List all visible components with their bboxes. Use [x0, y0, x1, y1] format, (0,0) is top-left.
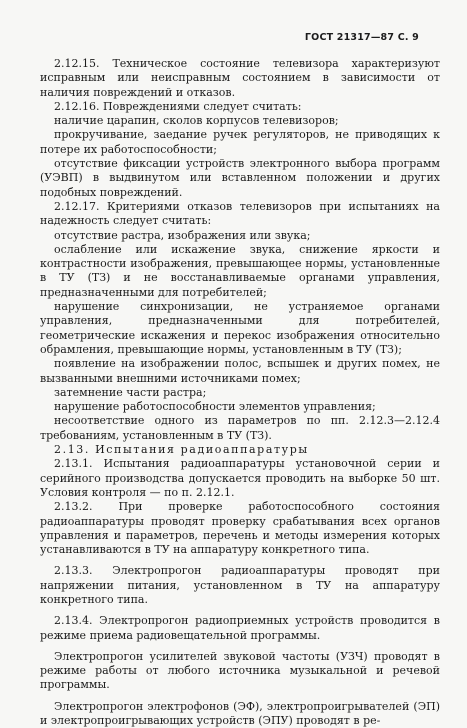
paragraph-2-13-4: 2.13.4. Электропрогон радиоприемных устройств проводится в режиме приема радиовещательной программы.: [40, 614, 440, 642]
list-item: затемнение части растра;: [54, 385, 207, 399]
page-header: ГОСТ 21317—87 С. 9: [304, 32, 419, 43]
list-item: несоответствие одного из параметров по пп. 2.12.3—2.12.4 требованиям, установленным в ТУ (ТЗ).: [40, 414, 440, 442]
paragraph-ef-ep: Электропрогон электрофонов (ЭФ), электропроигрывателей (ЭП) и электропроигрывающих устройств (ЭПУ) проводят в ре-: [40, 699, 440, 728]
paragraph-uzch: Электропрогон усилителей звуковой частоты (УЗЧ) проводят в режиме работы от любого источника музыкальной и речевой программы.: [40, 649, 440, 692]
section-heading-2-13: 2.13. Испытания радиоаппаратуры: [54, 443, 309, 457]
list-item: наличие царапин, сколов корпусов телевизоров;: [54, 114, 339, 128]
paragraph-2-13-1: 2.13.1. Испытания радиоаппаратуры установочной серии и серийного производства допускается проводить на выборке 50 шт. Условия контроля — по п. 2.12.1.: [40, 457, 440, 499]
paragraph-2-13-3: 2.13.3. Электропрогон радиоаппаратуры проводят при напряжении питания, установленном в ТУ на аппаратуру конкретного типа.: [40, 564, 440, 606]
list-item: ослабление или искажение звука, снижение яркости и контрастности изображения, превышающее нормы, установленные в ТУ (ТЗ) и не восстанавливаемые органами управления, предназначенными для потребителей;: [40, 242, 440, 299]
list-item: нарушение работоспособности элементов управления;: [54, 400, 376, 414]
list-item: появление на изображении полос, вспышек и других помех, не вызванными внешними источниками помех;: [40, 357, 440, 385]
document-body: [40, 57, 440, 728]
paragraph-2-12-17: 2.12.17. Критериями отказов телевизоров при испытаниях на надежность следует считать:: [40, 199, 440, 228]
paragraph-2-12-16: 2.12.16. Повреждениями следует считать:: [54, 99, 302, 113]
list-item: отсутствие фиксации устройств электронного выбора программ (УЭВП) в выдвинутом или вставленном положении и других подобных повреждений.: [40, 157, 440, 199]
list-item: нарушение синхронизации, не устраняемое органами управления, предназначенными для потребителей, геометрические искажения и перекос изображения относительно обрамления, превышающие нормы, установленным в ТУ (ТЗ);: [40, 300, 440, 356]
list-item: отсутствие растра, изображения или звука;: [54, 228, 311, 242]
paragraph-2-12-15: 2.12.15. Техническое состояние телевизора характеризуют исправным или неисправным состоянием в зависимости от наличия повреждений и отказов.: [40, 57, 440, 99]
list-item: прокручивание, заедание ручек регуляторов, не приводящих к потере их работоспособности;: [40, 128, 440, 156]
paragraph-2-13-2: 2.13.2. При проверке работоспособного состояния радиоаппаратуры проводят проверку срабатывания всех органов управления и параметров, перечень и методы измерения которых устанавливаются в ТУ на аппаратуру конкретного типа.: [40, 500, 440, 557]
